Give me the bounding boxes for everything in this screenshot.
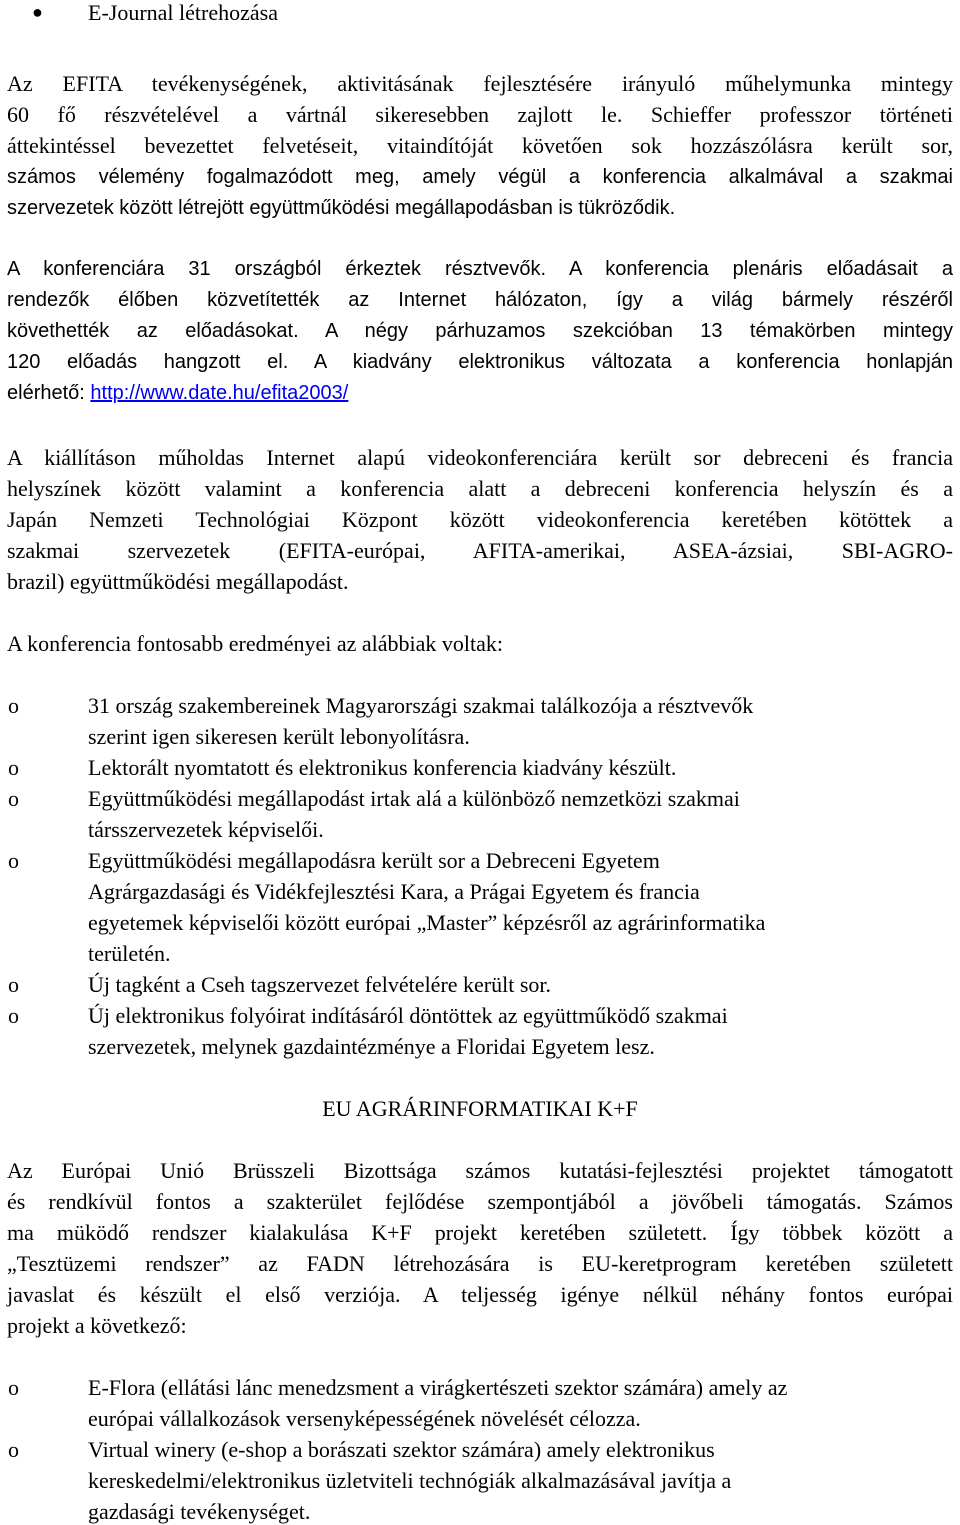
paragraph-line: szervezetek között létrejött együttműködési megállapodásban is tükröződik. [7,197,676,219]
list-item: 31 ország szakembereinek Magyarországi szakmai találkozója a résztvevők [88,693,754,718]
paragraph-line: 60 fő részvételével a vártnál sikeresebben zajlott le. Schieffer professzor történeti [7,102,953,127]
paragraph-line: számos vélemény fogalmazódott meg, amely végül a konferencia alkalmával a szakmai [7,166,953,188]
paragraph-line: javaslat és készült el első verziója. A teljesség igénye nélkül néhány fontos európai [7,1282,953,1307]
section-title: EU AGRÁRINFORMATIKAI K+F [322,1096,638,1121]
paragraph-line: helyszínek között valamint a konferencia alatt a debreceni konferencia helyszín és a [7,476,953,501]
list-item: gazdasági tevékenységet. [88,1499,311,1524]
list-item: Együttműködési megállapodást irtak alá a különböző nemzetközi szakmai [88,786,740,811]
paragraph-line: követhették az előadásokat. A négy párhuzamos szekcióban 13 témakörben mintegy [7,320,953,342]
list-item: szervezetek, melynek gazdaintézménye a Floridai Egyetem lesz. [88,1034,655,1059]
list-item: Agrárgazdasági és Vidékfejlesztési Kara, a Prágai Egyetem és francia [88,879,700,904]
paragraph-line: 120 előadás hangzott el. A kiadvány elektronikus változata a konferencia honlapján [7,351,953,373]
heading-bullet: E-Journal létrehozása [88,0,278,25]
list-item: Új elektronikus folyóirat indításáról döntöttek az együttműködő szakmai [88,1003,728,1028]
list-item: társszervezetek képviselői. [88,817,324,842]
list-bullet-o: o [8,786,19,811]
paragraph-line: A konferenciára 31 országból érkeztek résztvevők. A konferencia plenáris előadásait a [7,258,953,280]
paragraph-line: A kiállításon műholdas Internet alapú videokonferenciára került sor debreceni és francia [7,445,953,470]
list-item: Lektorált nyomtatott és elektronikus konferencia kiadvány készült. [88,755,677,780]
paragraph-line: projekt a következő: [7,1313,187,1338]
paragraph-line: ma müködő rendszer kialakulása K+F projekt keretében született. Így többek között a [7,1220,953,1245]
list-bullet-o: o [8,1003,19,1028]
list-item: E-Flora (ellátási lánc menedzsment a virágkertészeti szektor számára) amely az [88,1375,788,1400]
list-item: Új tagként a Cseh tagszervezet felvételére került sor. [88,972,552,997]
paragraph-line: szakmai szervezetek (EFITA-európai, AFITA-amerikai, ASEA-ázsiai, SBI-AGRO- [7,538,953,563]
list-item: területén. [88,941,171,966]
list-bullet-o: o [8,693,19,718]
list-bullet-o: o [8,848,19,873]
list-bullet-o: o [8,755,19,780]
list-item: kereskedelmi/elektronikus üzletviteli technógiák alkalmazásával javítja a [88,1468,732,1493]
list-bullet-o: o [8,1375,19,1400]
paragraph-line: „Tesztüzemi rendszer” az FADN létrehozására is EU-keretprogram keretében született [7,1251,953,1276]
paragraph-line: áttekintéssel bevezettet felvetéseit, vitaindítóját követően sok hozzászólásra került sor, [7,133,953,158]
efita-link[interactable]: http://www.date.hu/efita2003/ [90,382,349,404]
paragraph-line: Japán Nemzeti Technológiai Központ között videokonferencia keretében kötöttek a [7,507,953,532]
paragraph-line: brazil) együttműködési megállapodást. [7,569,349,594]
list-item: szerint igen sikeresen került lebonyolításra. [88,724,470,749]
paragraph-line: és rendkívül fontos a szakterület fejlődése szempontjából a jövőbeli támogatás. Számos [7,1189,953,1214]
paragraph-line: Az EFITA tevékenységének, aktivitásának fejlesztésére irányuló műhelymunka mintegy [7,71,953,96]
paragraph-line: rendezők élőben közvetítették az Internet hálózaton, így a világ bármely részéről [7,289,953,311]
paragraph-line [7,382,348,405]
paragraph-line: Az Európai Unió Brüsszeli Bizottsága számos kutatási-fejlesztési projektet támogatott [7,1158,953,1183]
bullet-dot-icon: ● [32,2,43,22]
list-item: Virtual winery (e-shop a borászati szektor számára) amely elektronikus [88,1437,715,1462]
list-item: Együttműködési megállapodásra került sor a Debreceni Egyetem [88,848,660,873]
results-intro: A konferencia fontosabb eredményei az alábbiak voltak: [7,631,504,656]
list-bullet-o: o [8,1437,19,1462]
list-item: európai vállalkozások versenyképességének növelését célozza. [88,1406,641,1431]
list-item: egyetemek képviselői között európai „Master” képzésről az agrárinformatika [88,910,766,935]
list-bullet-o: o [8,972,19,997]
paragraph-text: elérhető: [7,382,91,404]
